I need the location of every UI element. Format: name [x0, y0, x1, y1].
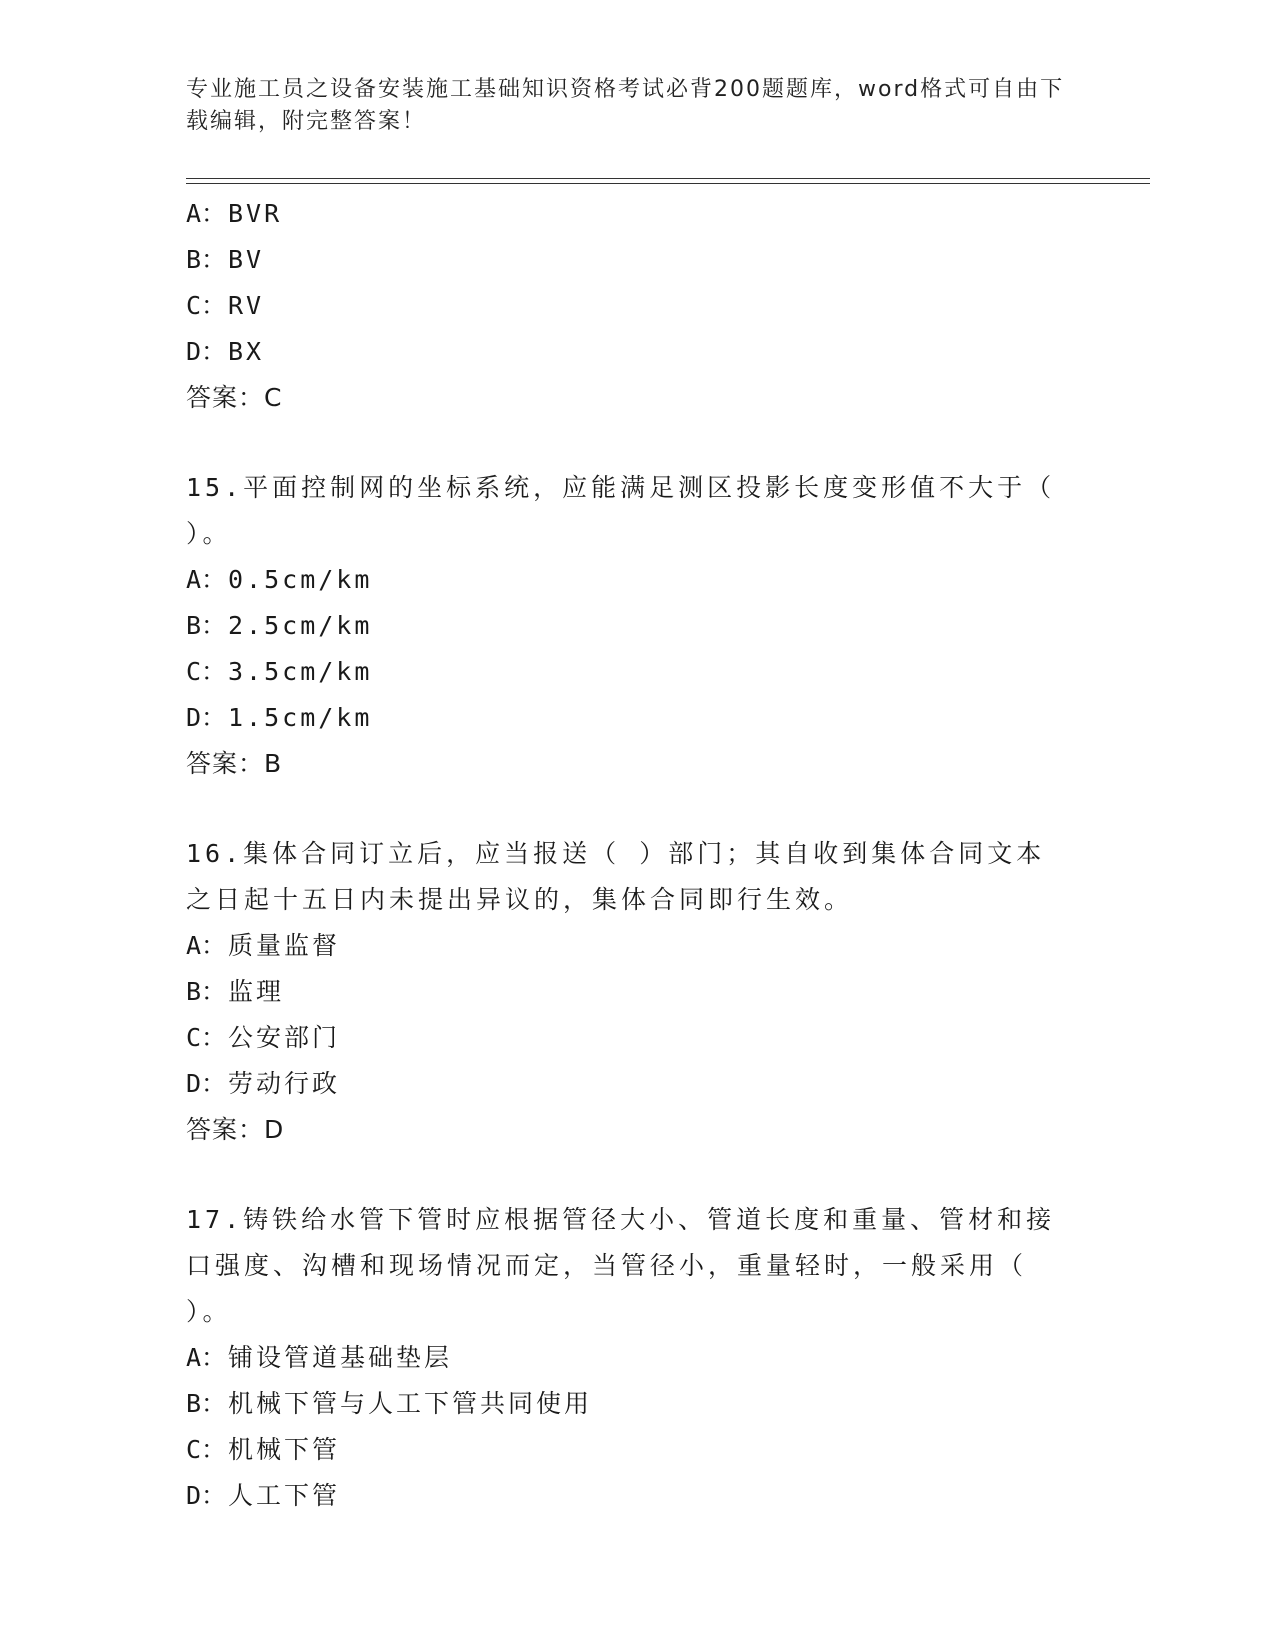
option-b: B：机械下管与人工下管共同使用	[186, 1389, 593, 1418]
option-c: C：3.5cm/km	[186, 657, 373, 686]
option-d: D：劳动行政	[186, 1069, 341, 1098]
question-text: 15.平面控制网的坐标系统，应能满足测区投影长度变形值不大于（ ）。	[186, 473, 1056, 548]
answer: 答案：C	[186, 383, 283, 412]
option-d: D：人工下管	[186, 1481, 341, 1510]
question-17	[186, 1197, 1086, 1519]
option-c: C：公安部门	[186, 1023, 341, 1052]
option-d: D：1.5cm/km	[186, 703, 373, 732]
question-16	[186, 831, 1086, 1153]
question-text: 16.集体合同订立后，应当报送（ ）部门；其自收到集体合同文本之日起十五日内未提出异议的，集体合同即行生效。	[186, 839, 1046, 914]
question-14-continuation	[186, 191, 1086, 421]
header-divider-top	[186, 178, 1150, 179]
question-text: 17.铸铁给水管下管时应根据管径大小、管道长度和重量、管材和接口强度、沟槽和现场情况而定，当管径小，重量轻时，一般采用（ ）。	[186, 1205, 1056, 1326]
option-a: A：0.5cm/km	[186, 565, 373, 594]
option-b: B：BV	[186, 245, 265, 274]
option-b: B：监理	[186, 977, 285, 1006]
answer: 答案：D	[186, 1115, 285, 1144]
option-c: C：机械下管	[186, 1435, 341, 1464]
option-b: B：2.5cm/km	[186, 611, 373, 640]
question-15	[186, 465, 1086, 787]
question-content	[186, 191, 1086, 1519]
option-a: A：质量监督	[186, 931, 341, 960]
header-divider-bottom	[186, 183, 1150, 184]
option-d: D：BX	[186, 337, 265, 366]
document-header: 专业施工员之设备安装施工基础知识资格考试必背200题题库，word格式可自由下载编辑，附完整答案！	[186, 77, 1065, 134]
option-a: A：铺设管道基础垫层	[186, 1343, 453, 1372]
option-a: A：BVR	[186, 199, 283, 228]
option-c: C：RV	[186, 291, 265, 320]
answer: 答案：B	[186, 749, 283, 778]
